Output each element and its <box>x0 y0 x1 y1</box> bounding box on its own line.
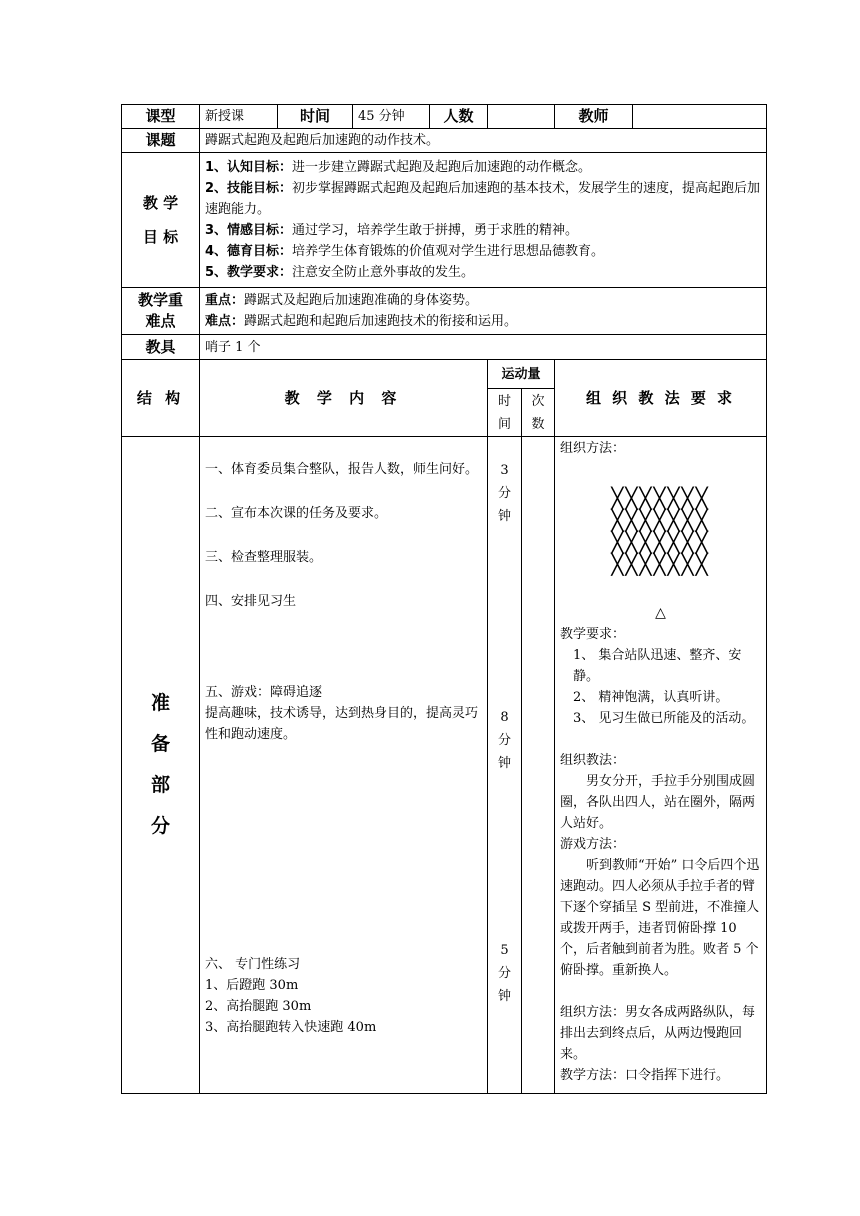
col-content: 教 学 内 容 <box>200 360 488 437</box>
keypoints-label: 教学重 难点 <box>122 288 200 335</box>
section-count <box>522 437 555 1094</box>
goals-label-line-2: 目 标 <box>142 228 179 246</box>
goal-item: 4、德育目标：培养学生体育锻炼的价值观对学生进行思想品德教育。 <box>205 244 605 259</box>
goals-label-line-1: 教 学 <box>142 194 179 212</box>
student-formation <box>560 487 761 575</box>
goals-label <box>122 153 200 288</box>
goals-row <box>122 153 767 288</box>
topic-value: 蹲踞式起跑及起跑后加速跑的动作技术。 <box>200 129 767 153</box>
goal-item: 5、教学要求：注意安全防止意外事故的发生。 <box>205 265 475 280</box>
people-label: 人数 <box>430 105 488 129</box>
section-method: 组织方法： ╳╳╳╳╳╳╳ ╳╳╳╳╳╳╳ ╳╳╳╳╳╳╳ ╳╳╳╳╳╳╳ △ 教学要求： 1、 集合站队迅速、整齐、安静。 2、 精神饱满，认真听讲。 3、 见习生做已所能及的活动。 组织教法： 男女分开，手拉手分别围成圆圈，各队出四人，站在圈外，隔两人站好。 游戏方法： 听到教师“开始” 口令后四个迅速跑动。四人必须从手拉手者的臂下逐个穿插呈 S 型前进，不准撞人或拨开两手，违者罚俯卧撑 10 个，后者触到前者为胜。败者 5 个俯卧撑。重新换人。 组织方法：男女各成两路纵队，每排出去到终点后，从两边慢跑回来。 教学方法：口令指挥下进行。 <box>555 437 767 1094</box>
topic-label: 课题 <box>122 129 200 153</box>
difficult-point: 难点：蹲踞式起跑和起跑后加速跑技术的衔接和运用。 <box>205 314 518 329</box>
keypoints-row <box>122 288 767 335</box>
equipment-label: 教具 <box>122 335 200 360</box>
goal-item: 3、情感目标：通过学习，培养学生敢于拼搏，勇于求胜的精神。 <box>205 223 579 238</box>
col-method: 组 织 教 法 要 求 <box>555 360 767 437</box>
teacher-position-icon: △ <box>655 605 666 621</box>
lesson-plan-table <box>121 104 767 1094</box>
goal-item: 2、技能目标：初步掌握蹲踞式起跑及起跑后加速跑的基本技术，发展学生的速度，提高起跑后加速跑能力。 <box>205 181 761 217</box>
col-count: 次 数 <box>522 389 555 437</box>
type-label: 课型 <box>122 105 200 129</box>
teacher-value <box>633 105 767 129</box>
goals-content <box>200 153 767 288</box>
col-load: 运动量 <box>488 360 555 389</box>
section-content: 一、体育委员集合整队，报告人数，师生问好。 二、宣布本次课的任务及要求。 三、检查整理服装。 四、安排见习生 五、游戏：障碍追逐 提高趣味，技术诱导，达到热身目的，提高灵巧性和跑动速度。 六、 专门性练习 1、后蹬跑 30m 2、高抬腿跑 30m 3、高抬腿跑转入快速跑 40m <box>200 437 488 1094</box>
column-header-row-1 <box>122 360 767 389</box>
section-time: 3 分 钟 8 分 钟 5 分 钟 <box>488 437 522 1094</box>
formation-row: ╳╳╳╳╳╳╳ <box>611 486 710 510</box>
teacher-label: 教师 <box>555 105 633 129</box>
time-value: 45 分钟 <box>353 105 430 129</box>
goal-item: 1、认知目标：进一步建立蹲踞式起跑及起跑后加速跑的动作概念。 <box>205 160 592 175</box>
key-point: 重点：蹲踞式及起跑后加速跑准确的身体姿势。 <box>205 293 479 308</box>
people-value <box>488 105 555 129</box>
equipment-row <box>122 335 767 360</box>
formation-row: ╳╳╳╳╳╳╳ <box>611 508 710 532</box>
formation-row: ╳╳╳╳╳╳╳ <box>611 530 710 554</box>
header-row <box>122 105 767 129</box>
type-value: 新授课 <box>200 105 278 129</box>
col-structure: 结 构 <box>122 360 200 437</box>
section-title: 准 备 部 分 <box>122 437 200 1094</box>
topic-row <box>122 129 767 153</box>
equipment-value: 哨子 1 个 <box>200 335 767 360</box>
keypoints-content <box>200 288 767 335</box>
formation-row: ╳╳╳╳╳╳╳ <box>611 552 710 576</box>
col-time: 时 间 <box>488 389 522 437</box>
preparation-row <box>122 437 767 1094</box>
time-label: 时间 <box>278 105 353 129</box>
